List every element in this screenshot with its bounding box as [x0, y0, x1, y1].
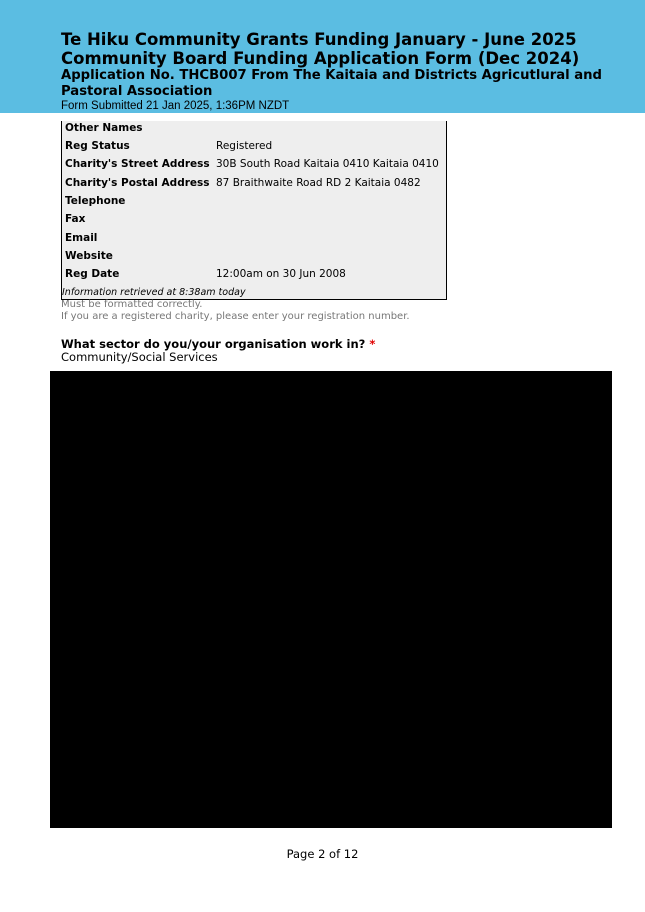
required-marker: *	[369, 337, 376, 351]
sector-question-text: What sector do you/your organisation work in?	[61, 337, 366, 351]
row-website	[65, 247, 445, 265]
value-street-address: 30B South Road Kaitaia 0410 Kaitaia 0410	[216, 158, 439, 170]
label-email: Email	[65, 232, 98, 244]
value-reg-date: 12:00am on 30 Jun 2008	[216, 268, 346, 280]
row-telephone	[65, 192, 445, 210]
label-fax: Fax	[65, 213, 86, 225]
grant-title: Te Hiku Community Grants Funding January - June 2025	[61, 30, 577, 49]
row-email	[65, 229, 445, 247]
charity-info-panel	[61, 121, 447, 300]
application-title: Application No. THCB007 From The Kaitaia and Districts Agricutlural and Pastoral Association	[61, 68, 602, 99]
label-street-address: Charity's Street Address	[65, 158, 210, 170]
row-street-address	[65, 155, 445, 173]
label-reg-status: Reg Status	[65, 140, 130, 152]
submitted-date: Form Submitted 21 Jan 2025, 1:36PM NZDT	[61, 100, 290, 112]
form-title: Community Board Funding Application Form (Dec 2024)	[61, 49, 580, 68]
form-header	[0, 0, 645, 113]
registration-hint: If you are a registered charity, please enter your registration number.	[61, 311, 410, 322]
row-other-names	[65, 119, 445, 137]
value-reg-status: Registered	[216, 140, 273, 152]
label-telephone: Telephone	[65, 195, 126, 207]
redacted-block	[50, 371, 612, 828]
row-postal-address	[65, 174, 445, 192]
retrieved-note: Information retrieved at 8:38am today	[62, 287, 246, 298]
row-reg-status	[65, 137, 445, 155]
row-fax	[65, 210, 445, 228]
label-website: Website	[65, 250, 113, 262]
row-reg-date	[65, 265, 445, 283]
value-postal-address: 87 Braithwaite Road RD 2 Kaitaia 0482	[216, 177, 421, 189]
sector-question	[61, 337, 375, 351]
sector-answer: Community/Social Services	[61, 350, 218, 364]
page-number: Page 2 of 12	[286, 847, 359, 861]
label-other-names: Other Names	[65, 122, 143, 134]
format-hint: Must be formatted correctly.	[61, 299, 203, 310]
label-reg-date: Reg Date	[65, 268, 120, 280]
label-postal-address: Charity's Postal Address	[65, 177, 210, 189]
